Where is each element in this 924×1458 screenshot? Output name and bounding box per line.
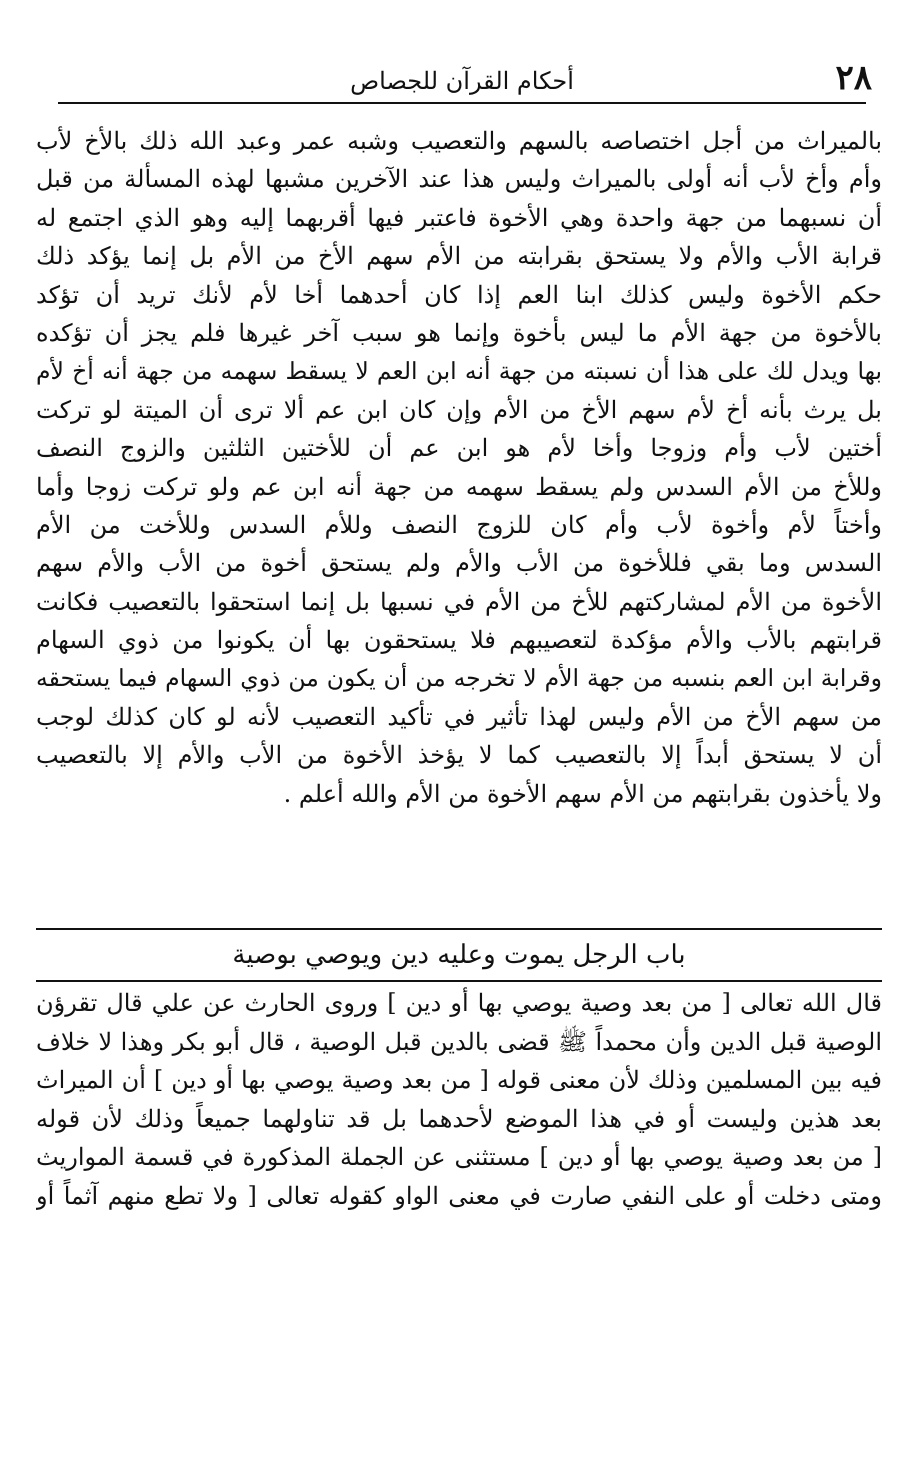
text-line: أن لا يستحق أبداً إلا بالتعصيب كما لا يؤخذ الأخوة من الأب والأم إلا بالتعصيب xyxy=(36,741,882,770)
text-line: وأم وأخ لأب أنه أولى بالميراث وليس هذا عند الآخرين مشبها لهذه المسألة من قبل xyxy=(36,165,882,194)
text-line: ولا يأخذون بقرابتهم من الأم سهم الأخوة من الأم والله أعلم . xyxy=(283,779,882,808)
text-line: وأختاً لأم وأخوة لأب وأم كان للزوج النصف وللأم السدس وللأخت من الأم xyxy=(36,510,882,539)
text-line: السدس وما بقي فللأخوة من الأب والأم ولم يستحق أخوة من الأب والأم سهم xyxy=(36,549,882,578)
text-line: بها ويدل لك على هذا أن نسبته من جهة أنه ابن العم لا يسقط سهمه من جهة أنه أخ لأم xyxy=(36,357,882,386)
text-line: ومتى دخلت أو على النفي صارت في معنى الواو كقوله تعالى [ ولا تطع منهم آثماً أو xyxy=(36,1181,882,1210)
text-line: الأخوة من الأم لمشاركتهم للأخ من الأم في نسبها بل إنما استحقوا بالتعصيب فكانت xyxy=(36,587,882,616)
text-line: بعد هذين وليست أو في هذا الموضع لأحدهما بل قد تناولهما جميعاً وذلك لأن قوله xyxy=(36,1104,882,1133)
header-divider xyxy=(58,102,866,104)
section-divider-bottom xyxy=(36,980,882,982)
text-line: بل يرث بأنه أخ لأم سهم الأخ من الأم وإن كان ابن عم ألا ترى أن الميتة لو تركت xyxy=(36,395,882,424)
text-line: حكم الأخوة وليس كذلك ابنا العم إذا كان أحدهما أخا لأم لأنك تريد أن تؤكد xyxy=(36,280,882,309)
section-text-block xyxy=(36,984,882,1215)
text-line: وقرابة ابن العم بنسبه من جهة الأم لا تخرجه من أن يكون من ذوي السهام فيما يستحقه xyxy=(36,664,882,693)
text-line: [ من بعد وصية يوصي بها أو دين ] مستثنى عن الجملة المذكورة في قسمة المواريث xyxy=(36,1143,882,1171)
text-line: بالأخوة من جهة الأم ما ليس بأخوة وإنما هو سبب آخر غيرها فلم يجز أن تؤكده xyxy=(36,318,882,347)
text-line: أن نسبهما من جهة واحدة وهي الأخوة فاعتبر فيها أقربهما إليه وهو الذي اجتمع له xyxy=(36,203,882,232)
text-line: من سهم الأخ من الأم وليس لهذا تأثير في تأكيد التعصيب لأنه لو كان كذلك لوجب xyxy=(36,702,882,731)
text-line: فيه بين المسلمين وذلك لأن معنى قوله [ من بعد وصية يوصي بها أو دين ] أن الميراث xyxy=(36,1066,882,1094)
text-line: وللأخ من الأم السدس ولم يسقط سهمه من جهة أنه ابن عم ولو تركت زوجا وأما xyxy=(36,472,882,501)
page-number: ٢٨ xyxy=(835,58,872,98)
section-divider-top xyxy=(36,928,882,930)
text-line: الوصية قبل الدين وأن محمداً ﷺ قضى بالدين قبل الوصية ، قال أبو بكر وهذا لا خلاف xyxy=(36,1027,882,1056)
text-line: قرابة الأب والأم ولا يستحق بقرابته من الأم سهم الأخ من الأم بل إنما يؤكد ذلك xyxy=(36,242,882,271)
running-title: أحكام القرآن للجصاص xyxy=(350,67,574,95)
text-line: بالميراث من أجل اختصاصه بالسهم والتعصيب وشبه عمر وعبد الله ذلك بالأخ لأب xyxy=(36,127,882,155)
section-heading: باب الرجل يموت وعليه دين ويوصي بوصية xyxy=(232,940,686,970)
text-line: قال الله تعالى [ من بعد وصية يوصي بها أو دين ] وروى الحارث عن علي قال تقرؤن xyxy=(36,989,882,1017)
main-text-block xyxy=(36,122,882,813)
text-line: أختين لأب وأم وزوجا وأخا لأم هو ابن عم أن للأختين الثلثين والزوج النصف xyxy=(36,434,882,463)
page-header xyxy=(52,54,872,102)
text-line: قرابتهم بالأب والأم مؤكدة لتعصيبهم فلا يستحقون بها أن يكونوا من ذوي السهام xyxy=(36,626,882,655)
